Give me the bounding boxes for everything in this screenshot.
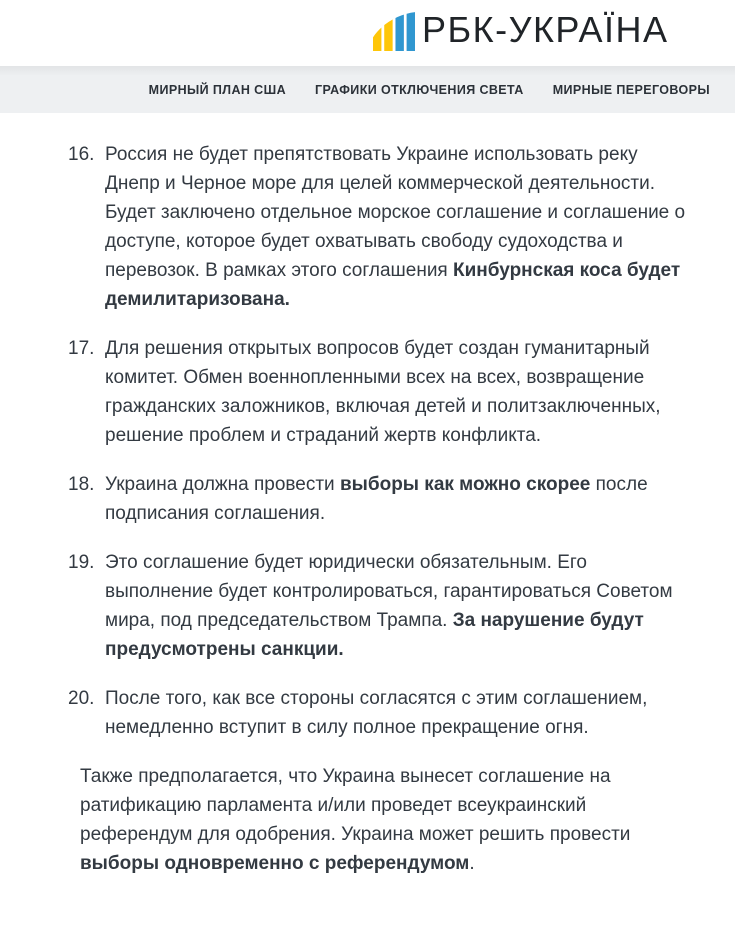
nav-item-us-peace-plan[interactable]: МИРНЫЙ ПЛАН США xyxy=(148,82,286,97)
list-item-18 xyxy=(68,470,692,528)
list-item-number: 17. xyxy=(68,338,95,359)
list-item-text: Для решения открытых вопросов будет создан гуманитарный комитет. Обмен военнопленными всех на всех, возвращение гражданских заложников, включая детей и политзаключенных, решение проблем и страданий жертв конфликта. xyxy=(105,338,661,446)
article-body xyxy=(0,113,692,878)
list-item-text: Это соглашение будет юридически обязательным. Его выполнение будет контролироваться, гарантироваться Советом мира, под председательством Трампа. За нарушение будут предусмотрены санкции. xyxy=(105,552,673,660)
list-item-17 xyxy=(68,334,692,450)
list-item-number: 16. xyxy=(68,144,95,165)
nav-item-blackout-schedules[interactable]: ГРАФИКИ ОТКЛЮЧЕНИЯ СВЕТА xyxy=(315,82,524,97)
list-item-19 xyxy=(68,548,692,664)
peace-plan-numbered-list xyxy=(68,140,692,742)
list-item-number: 19. xyxy=(68,552,95,573)
top-nav xyxy=(0,66,735,113)
list-item-16 xyxy=(68,140,692,314)
list-item-text: Россия не будет препятствовать Украине использовать реку Днепр и Черное море для целей коммерческой деятельности. Будет заключено отдельное морское соглашение и соглашение о доступе, которое будет охватывать свободу судоходства и перевозок. В рамках этого соглашения Кинбурнская коса будет демилитаризована. xyxy=(105,144,686,310)
closing-paragraph: Также предполагается, что Украина вынесет соглашение на ратификацию парламента и/или проведет всеукраинский референдум для одобрения. Украина может решить провести выборы одновременно с референдумом. xyxy=(80,766,631,874)
logo-wordmark: РБК-УКРАЇНА xyxy=(422,9,669,50)
list-item-20 xyxy=(68,684,692,742)
rbc-ukraine-logo[interactable] xyxy=(373,9,669,51)
nav-item-peace-talks[interactable]: МИРНЫЕ ПЕРЕГОВОРЫ xyxy=(552,82,710,97)
list-item-text: Украина должна провести выборы как можно скорее после подписания соглашения. xyxy=(105,474,648,524)
list-item-text: После того, как все стороны согласятся с этим соглашением, немедленно вступит в силу полное прекращение огня. xyxy=(105,688,648,738)
list-item-number: 20. xyxy=(68,688,95,709)
list-item-number: 18. xyxy=(68,474,95,495)
site-header xyxy=(0,0,735,66)
rbc-logo-icon xyxy=(373,9,415,51)
